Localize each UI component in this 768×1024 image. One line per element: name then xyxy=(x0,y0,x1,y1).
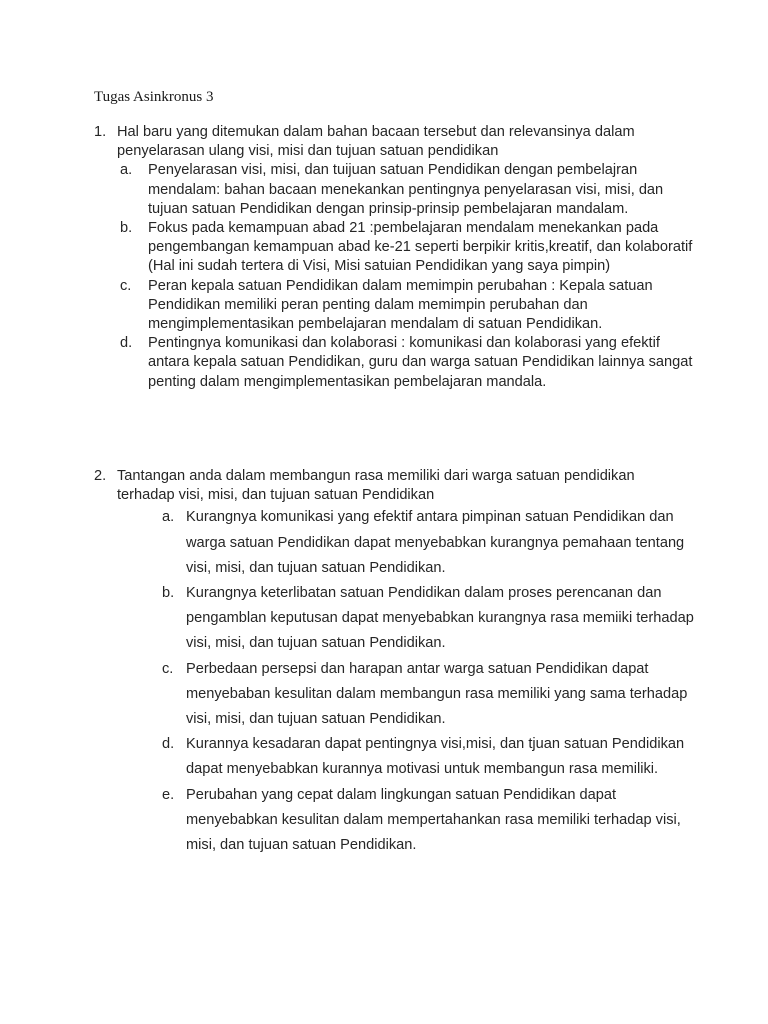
list-item xyxy=(156,505,694,581)
list-marker: a. xyxy=(162,509,175,526)
list-marker: b. xyxy=(162,585,175,602)
question-1 xyxy=(94,123,694,392)
question-2-heading xyxy=(94,467,694,505)
question-2-text: Tantangan anda dalam membangun rasa memiliki dari warga satuan pendidikan terhadap visi, misi, dan tujuan satuan Pendidikan xyxy=(117,468,635,504)
list-item-text: Peran kepala satuan Pendidikan dalam memimpin perubahan : Kepala satuan Pendidikan memiliki peran penting dalam memimpin perubahan dan mengimplementasikan pembelajaran mendalam di satuan Pendidikan. xyxy=(148,277,653,333)
question-1-list xyxy=(117,161,694,391)
question-1-text: Hal baru yang ditemukan dalam bahan bacaan tersebut dan relevansinya dalam penyelarasan ulang visi, misi dan tujuan satuan pendidikan xyxy=(117,124,635,160)
list-item xyxy=(117,219,694,277)
list-item-text: Penyelarasan visi, misi, dan tuijuan satuan Pendidikan dengan pembelajran mendalam: bahan bacaan menekankan pentingnya penyelarasan visi, misi, dan tujuan satuan Pendidikan dengan prinsip-prinsip pembelajaran mandalam. xyxy=(148,162,664,217)
question-1-number: 1. xyxy=(94,124,107,140)
list-item-text: Fokus pada kemampuan abad 21 :pembelajaran mendalam menekankan pada pengembangan kemampuan abad ke-21 seperti berpikir kritis,kreatif, dan kolaboratif (Hal ini sudah tertera di Visi, Misi satuian Pendidikan yang saya pimpin) xyxy=(148,220,693,275)
list-item xyxy=(156,657,694,733)
list-item xyxy=(156,732,694,782)
list-marker: e. xyxy=(162,786,175,803)
list-marker: d. xyxy=(120,335,133,352)
list-marker: b. xyxy=(120,220,133,237)
list-item xyxy=(117,334,694,392)
list-item xyxy=(117,161,694,219)
list-item-text: Kurangnya komunikasi yang efektif antara pimpinan satuan Pendidikan dan warga satuan Pendidikan dapat menyebabkan kurangnya pemahaan tentang visi, misi, dan tujuan satuan Pendidikan. xyxy=(186,509,685,576)
list-item-text: Kurannya kesadaran dapat pentingnya visi,misi, dan tjuan satuan Pendidikan dapat menyebabkan kurannya motivasi untuk membangun rasa memiliki. xyxy=(186,736,685,778)
list-item xyxy=(156,783,694,859)
list-item xyxy=(117,277,694,335)
list-item-text: Perbedaan persepsi dan harapan antar warga satuan Pendidikan dapat menyebaban kesulitan dalam membangun rasa memiliki yang sama terhadap visi, misi, dan tujuan satuan Pendidikan. xyxy=(186,660,688,728)
list-item-text: Kurangnya keterlibatan satuan Pendidikan dalam proses perencanan dan pengamblan keputusan dapat menyebabkan kurangnya rasa memiiki terhadap visi, misi, dan tujuan satuan Pendidikan. xyxy=(186,585,694,652)
question-1-heading xyxy=(94,123,694,161)
list-marker: c. xyxy=(162,660,174,677)
question-2 xyxy=(94,467,694,858)
list-item-text: Pentingnya komunikasi dan kolaborasi : komunikasi dan kolaborasi yang efektif antara kepala satuan Pendidikan, guru dan warga satuan Pendidikan lainnya sangat penting dalam mengimplementasikan pembelajaran mandala. xyxy=(148,335,693,390)
list-marker: c. xyxy=(120,277,132,294)
list-item xyxy=(156,581,694,657)
list-marker: d. xyxy=(162,736,175,753)
list-marker: a. xyxy=(120,162,133,179)
document-title: Tugas Asinkronus 3 xyxy=(94,89,214,105)
question-2-number: 2. xyxy=(94,468,107,484)
question-2-list xyxy=(156,505,694,858)
list-item-text: Perubahan yang cepat dalam lingkungan satuan Pendidikan dapat menyebabkan kesulitan dalam mempertahankan rasa memiliki terhadap visi, misi, dan tujuan satuan Pendidikan. xyxy=(186,786,681,854)
